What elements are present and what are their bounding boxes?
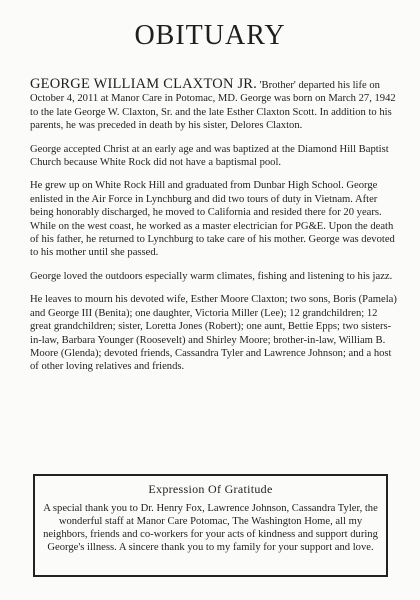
gratitude-box	[33, 474, 388, 577]
paragraph-survivors: He leaves to mourn his devoted wife, Esther Moore Claxton; two sons, Boris (Pamela) and George III (Benita); one daughter, Victoria Miller (Lee); 12 grandchildren; 12 great grandchildren; sister, Loretta Jones (Robert); one aunt, Bettie Epps; two sisters-in-law, Barbara Younger (Roosevelt) and Shirley Moore; brother-in-law, William B. Moore (Glenda); devoted friends, Cassandra Tyler and Lawrence Johnson; and a host of other loving relatives and friends.	[30, 294, 397, 373]
gratitude-title: Expression Of Gratitude	[148, 482, 273, 496]
paragraph-interests: George loved the outdoors especially warm climates, fishing and listening to his jazz.	[30, 270, 393, 282]
paragraph-intro	[30, 78, 400, 133]
gratitude-text: A special thank you to Dr. Henry Fox, Lawrence Johnson, Cassandra Tyler, the wonderful staff at Manor Care Potomac, The Washington Home, all my neighbors, friends and co-workers for your acts of kindness and support during George's illness. A sincere thank you to my family for your support and love.	[43, 503, 378, 553]
deceased-name: GEORGE WILLIAM CLAXTON JR.	[30, 76, 257, 92]
page-title: OBITUARY	[134, 20, 286, 51]
obituary-body	[30, 78, 400, 384]
paragraph-faith: George accepted Christ at an early age and was baptized at the Diamond Hill Baptist Church because White Rock did not have a baptismal pool.	[30, 143, 389, 169]
paragraph-intro-text: 'Brother' departed his life on October 4, 2011 at Manor Care in Potomac, MD. George was born on March 27, 1942 to the late George W. Claxton, Sr. and the late Esther Claxton Scott. In addition to his parents, he was preceded in death by his sister, Delores Claxton.	[30, 80, 396, 132]
paragraph-life: He grew up on White Rock Hill and graduated from Dunbar High School. George enlisted in the Air Force in Lynchburg and did two tours of duty in Vietnam. After being honorably discharged, he moved to California and resided there for 20 years. While on the west coast, he worked as a master electrician for PG&E. Upon the death of his father, he returned to Lynchburg to take care of his mother. George was devoted to his mother until she passed.	[30, 180, 395, 259]
